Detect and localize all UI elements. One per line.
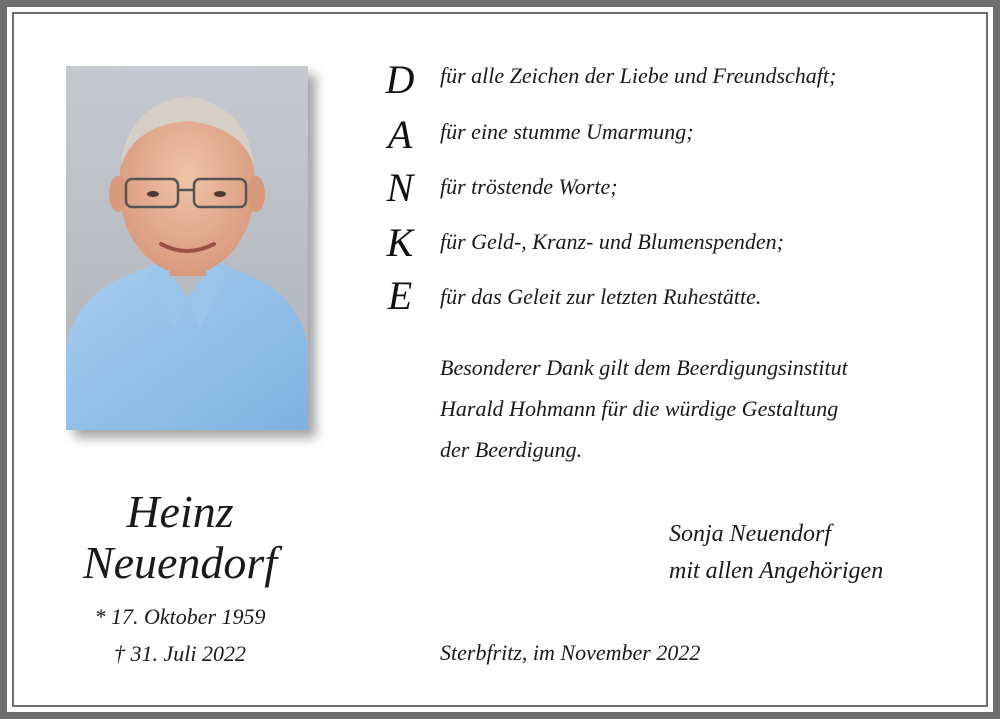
signature-relatives: mit allen Angehörigen	[669, 558, 884, 584]
signature-name: Sonja Neuendorf	[669, 521, 831, 547]
danke-line: für Geld-, Kranz- und Blumenspenden;	[440, 229, 785, 254]
danke-line: für das Geleit zur letzten Ruhestätte.	[440, 284, 762, 309]
deceased-last-name: Neuendorf	[82, 537, 278, 588]
deceased-first-name: Heinz	[126, 486, 234, 537]
danke-line: für tröstende Worte;	[440, 174, 618, 199]
special-thanks-line: Harald Hohmann für die würdige Gestaltung	[440, 396, 839, 421]
danke-letter: A	[387, 112, 413, 157]
danke-letter: K	[386, 220, 414, 265]
danke-letter: N	[386, 165, 414, 210]
birth-date: * 17. Oktober 1959	[94, 604, 266, 629]
special-thanks-line: Besonderer Dank gilt dem Beerdigungsinstitut	[440, 355, 848, 380]
death-date: † 31. Juli 2022	[114, 641, 246, 666]
danke-letter: D	[385, 57, 415, 102]
danke-line: für alle Zeichen der Liebe und Freundschaft;	[440, 63, 837, 88]
portrait-photo	[66, 66, 308, 430]
danke-line: für eine stumme Umarmung;	[440, 119, 694, 144]
place-and-date: Sterbfritz, im November 2022	[440, 640, 701, 665]
special-thanks-line: der Beerdigung.	[440, 437, 583, 462]
danke-letter: E	[387, 273, 413, 318]
